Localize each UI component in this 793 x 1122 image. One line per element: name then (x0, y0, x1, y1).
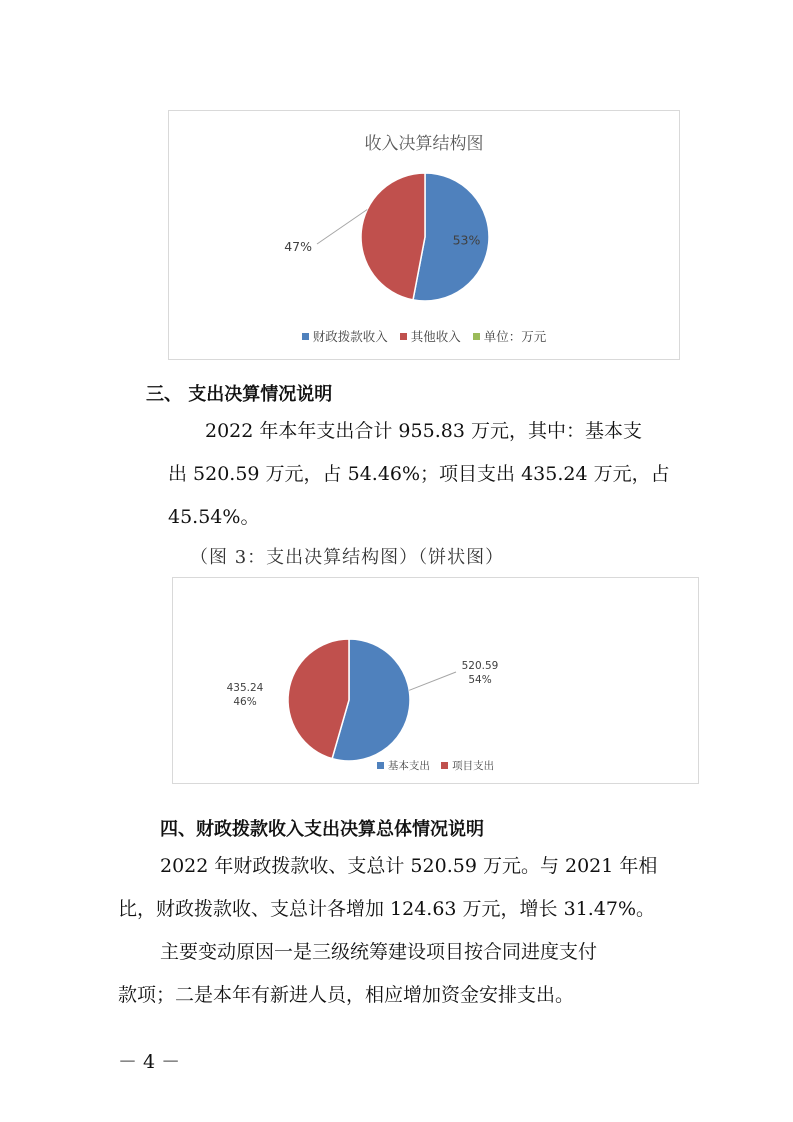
chart-legend (173, 758, 698, 773)
legend-label: 项目支出 (452, 760, 495, 772)
section-heading: 三、 支出决算情况说明 (146, 384, 333, 405)
paragraph-line: 比，财政拨款收、支总计各增加 124.63 万元，增长 31.47%。 (118, 898, 656, 920)
legend-swatch (377, 762, 384, 769)
leader-line (409, 672, 456, 690)
data-label: 47% (284, 239, 312, 254)
expense-pie-svg (173, 578, 700, 785)
pie-slice (361, 173, 425, 300)
legend-item (473, 327, 547, 345)
paragraph-line: 45.54%。 (168, 506, 260, 528)
legend-swatch (400, 333, 407, 340)
paragraph-line: 主要变动原因一是三级统筹建设项目按合同进度支付 (160, 941, 598, 963)
chart-title: 收入决算结构图 (364, 134, 484, 154)
legend-label: 单位：万元 (483, 329, 547, 344)
legend-item (302, 327, 388, 345)
income-pie-chart (168, 110, 680, 360)
data-label: 53% (452, 232, 481, 248)
legend-swatch (302, 333, 309, 340)
paragraph-line: 出 520.59 万元，占 54.46%；项目支出 435.24 万元，占 (168, 463, 670, 485)
paragraph-line: 款项；二是本年有新进人员，相应增加资金安排支出。 (118, 984, 575, 1006)
legend-item (377, 758, 430, 773)
paragraph-line: 2022 年本年支出合计 955.83 万元，其中：基本支 (205, 420, 642, 442)
figure-caption: （图 3：支出决算结构图）（饼状图） (190, 547, 505, 568)
page-number: － 4 － (118, 1051, 181, 1073)
data-label: 520.59 (461, 660, 499, 672)
expense-pie-chart (172, 577, 699, 784)
data-label: 435.24 (226, 682, 264, 694)
legend-swatch (441, 762, 448, 769)
legend-label: 财政拨款收入 (312, 329, 388, 344)
section-heading: 四、财政拨款收入支出决算总体情况说明 (160, 819, 484, 840)
chart-legend (169, 327, 679, 345)
legend-label: 基本支出 (387, 760, 430, 772)
data-label: 54% (468, 674, 492, 686)
legend-item (441, 758, 494, 773)
paragraph-line: 2022 年财政拨款收、支总计 520.59 万元。与 2021 年相 (160, 855, 658, 877)
legend-label: 其他收入 (410, 329, 461, 344)
legend-swatch (473, 333, 480, 340)
legend-item (400, 327, 461, 345)
leader-line (317, 209, 367, 244)
income-pie-svg (169, 111, 681, 361)
data-label: 46% (233, 696, 257, 708)
